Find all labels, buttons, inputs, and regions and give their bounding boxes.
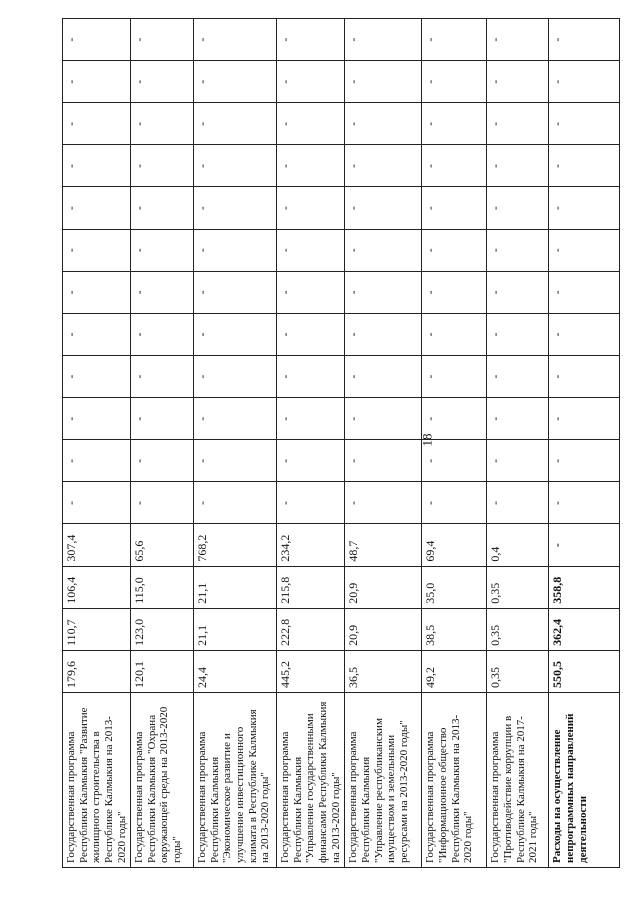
empty-dash-cell: -	[487, 356, 549, 398]
empty-dash-cell: -	[549, 229, 620, 271]
empty-dash-cell: -	[422, 271, 487, 313]
empty-dash-cell: -	[549, 145, 620, 187]
empty-dash-cell: -	[422, 313, 487, 355]
empty-dash-cell: -	[277, 271, 345, 313]
empty-dash-cell: -	[422, 482, 487, 524]
page-number: 18	[419, 433, 435, 447]
empty-dash-cell: -	[194, 356, 277, 398]
program-name-cell: Государственная программа Республики Калмыкия "Управление республиканским имуществом и земельными ресурсами на 2013-2020 годы"	[345, 693, 422, 868]
empty-dash-cell: -	[549, 440, 620, 482]
empty-dash-cell: -	[277, 61, 345, 103]
empty-dash-cell: -	[549, 313, 620, 355]
empty-dash-cell: -	[194, 229, 277, 271]
program-name-cell: Государственная программа Республики Калмыкия "Развитие жилищного строительства в Республике Калмыкия на 2013-2020 годы"	[63, 693, 131, 868]
amount-cell-v1: 24,4	[194, 650, 277, 692]
amount-cell-v1: 550,5	[549, 650, 620, 692]
empty-dash-cell: -	[131, 313, 194, 355]
empty-dash-cell: -	[131, 271, 194, 313]
amount-cell-v1: 445,2	[277, 650, 345, 692]
empty-dash-cell: -	[422, 61, 487, 103]
empty-dash-cell: -	[131, 19, 194, 61]
amount-cell-v4: 0,4	[487, 524, 549, 566]
empty-dash-cell: -	[131, 229, 194, 271]
program-name-cell: Государственная программа "Информационное общество Республики Калмыкия на 2013-2020 годы"	[422, 693, 487, 868]
empty-dash-cell: -	[63, 19, 131, 61]
empty-dash-cell: -	[131, 61, 194, 103]
amount-cell-v3: 358,8	[549, 566, 620, 608]
empty-dash-cell: -	[345, 229, 422, 271]
amount-cell-v2: 38,5	[422, 608, 487, 650]
empty-dash-cell: -	[345, 61, 422, 103]
empty-dash-cell: -	[63, 229, 131, 271]
empty-dash-cell: -	[131, 398, 194, 440]
program-name-cell: Государственная программа Республики Калмыкия "Экономическое развитие и улучшение инвестиционного климата в Республике Калмыкия на 2013-2020 годы"	[194, 693, 277, 868]
empty-dash-cell: -	[63, 271, 131, 313]
table-row	[345, 19, 422, 868]
empty-dash-cell: -	[277, 440, 345, 482]
empty-dash-cell: -	[487, 482, 549, 524]
empty-dash-cell: -	[131, 187, 194, 229]
amount-cell-v2: 21,1	[194, 608, 277, 650]
amount-cell-v1: 36,5	[345, 650, 422, 692]
empty-dash-cell: -	[345, 145, 422, 187]
amount-cell-v1: 120,1	[131, 650, 194, 692]
amount-cell-v3: 0,35	[487, 566, 549, 608]
empty-dash-cell: -	[345, 313, 422, 355]
empty-dash-cell: -	[487, 145, 549, 187]
empty-dash-cell: -	[345, 482, 422, 524]
table-row	[422, 19, 487, 868]
empty-dash-cell: -	[194, 482, 277, 524]
amount-cell-v1: 49,2	[422, 650, 487, 692]
empty-dash-cell: -	[487, 229, 549, 271]
empty-dash-cell: -	[549, 19, 620, 61]
amount-cell-v3: 115,0	[131, 566, 194, 608]
empty-dash-cell: -	[422, 398, 487, 440]
amount-cell-v4: 234,2	[277, 524, 345, 566]
empty-dash-cell: -	[277, 482, 345, 524]
program-name-cell: Государственная программа "Противодействие коррупции в Республике Калмыкия на 2017-2021 годы"	[487, 693, 549, 868]
empty-dash-cell: -	[63, 145, 131, 187]
empty-dash-cell: -	[194, 313, 277, 355]
amount-cell-v3: 35,0	[422, 566, 487, 608]
empty-dash-cell: -	[194, 19, 277, 61]
budget-table	[62, 18, 620, 868]
table-row	[487, 19, 549, 868]
program-name-cell: Расходы на осуществление непрограммных направлений деятельности	[549, 693, 620, 868]
empty-dash-cell: -	[63, 61, 131, 103]
empty-dash-cell: -	[422, 229, 487, 271]
empty-dash-cell: -	[345, 187, 422, 229]
amount-cell-v2: 362,4	[549, 608, 620, 650]
amount-cell-v2: 0,35	[487, 608, 549, 650]
amount-cell-v1: 179,6	[63, 650, 131, 692]
empty-dash-cell: -	[277, 187, 345, 229]
empty-dash-cell: -	[277, 398, 345, 440]
empty-dash-cell: -	[194, 145, 277, 187]
table-row	[131, 19, 194, 868]
empty-dash-cell: -	[549, 103, 620, 145]
empty-dash-cell: -	[131, 145, 194, 187]
amount-cell-v1: 0,35	[487, 650, 549, 692]
empty-dash-cell: -	[487, 440, 549, 482]
empty-dash-cell: -	[194, 61, 277, 103]
empty-dash-cell: -	[422, 187, 487, 229]
empty-dash-cell: -	[549, 61, 620, 103]
empty-dash-cell: -	[277, 145, 345, 187]
empty-dash-cell: -	[63, 398, 131, 440]
empty-dash-cell: -	[277, 103, 345, 145]
amount-cell-v2: 222,8	[277, 608, 345, 650]
empty-dash-cell: -	[487, 187, 549, 229]
amount-cell-v4: -	[549, 524, 620, 566]
empty-dash-cell: -	[63, 440, 131, 482]
empty-dash-cell: -	[194, 440, 277, 482]
table-row	[549, 19, 620, 868]
empty-dash-cell: -	[549, 398, 620, 440]
empty-dash-cell: -	[131, 440, 194, 482]
empty-dash-cell: -	[63, 103, 131, 145]
empty-dash-cell: -	[487, 61, 549, 103]
amount-cell-v4: 69,4	[422, 524, 487, 566]
amount-cell-v3: 21,1	[194, 566, 277, 608]
empty-dash-cell: -	[487, 313, 549, 355]
empty-dash-cell: -	[131, 103, 194, 145]
empty-dash-cell: -	[345, 398, 422, 440]
amount-cell-v3: 215,8	[277, 566, 345, 608]
amount-cell-v4: 65,6	[131, 524, 194, 566]
amount-cell-v2: 20,9	[345, 608, 422, 650]
empty-dash-cell: -	[194, 187, 277, 229]
empty-dash-cell: -	[63, 313, 131, 355]
empty-dash-cell: -	[487, 103, 549, 145]
empty-dash-cell: -	[422, 103, 487, 145]
amount-cell-v4: 48,7	[345, 524, 422, 566]
empty-dash-cell: -	[194, 398, 277, 440]
empty-dash-cell: -	[345, 19, 422, 61]
amount-cell-v3: 20,9	[345, 566, 422, 608]
empty-dash-cell: -	[63, 482, 131, 524]
empty-dash-cell: -	[487, 19, 549, 61]
amount-cell-v2: 110,7	[63, 608, 131, 650]
empty-dash-cell: -	[549, 271, 620, 313]
empty-dash-cell: -	[345, 103, 422, 145]
empty-dash-cell: -	[345, 440, 422, 482]
empty-dash-cell: -	[277, 356, 345, 398]
empty-dash-cell: -	[63, 187, 131, 229]
program-name-cell: Государственная программа Республики Калмыкия "Охрана окружающей среды на 2013-2020 годы"	[131, 693, 194, 868]
empty-dash-cell: -	[422, 19, 487, 61]
empty-dash-cell: -	[422, 356, 487, 398]
amount-cell-v3: 106,4	[63, 566, 131, 608]
empty-dash-cell: -	[487, 398, 549, 440]
empty-dash-cell: -	[422, 440, 487, 482]
amount-cell-v2: 123,0	[131, 608, 194, 650]
rotated-table-container	[62, 18, 589, 868]
empty-dash-cell: -	[549, 482, 620, 524]
empty-dash-cell: -	[487, 271, 549, 313]
amount-cell-v4: 307,4	[63, 524, 131, 566]
empty-dash-cell: -	[345, 271, 422, 313]
empty-dash-cell: -	[549, 187, 620, 229]
table-row	[277, 19, 345, 868]
empty-dash-cell: -	[277, 313, 345, 355]
empty-dash-cell: -	[422, 145, 487, 187]
amount-cell-v4: 768,2	[194, 524, 277, 566]
empty-dash-cell: -	[131, 356, 194, 398]
empty-dash-cell: -	[277, 19, 345, 61]
empty-dash-cell: -	[194, 103, 277, 145]
empty-dash-cell: -	[277, 229, 345, 271]
program-name-cell: Государственная программа Республики Калмыкия "Управление государственными финансами Республики Калмыкия на 2013-2020 годы"	[277, 693, 345, 868]
empty-dash-cell: -	[549, 356, 620, 398]
table-row	[194, 19, 277, 868]
empty-dash-cell: -	[194, 271, 277, 313]
empty-dash-cell: -	[345, 356, 422, 398]
table-row	[63, 19, 131, 868]
empty-dash-cell: -	[131, 482, 194, 524]
empty-dash-cell: -	[63, 356, 131, 398]
